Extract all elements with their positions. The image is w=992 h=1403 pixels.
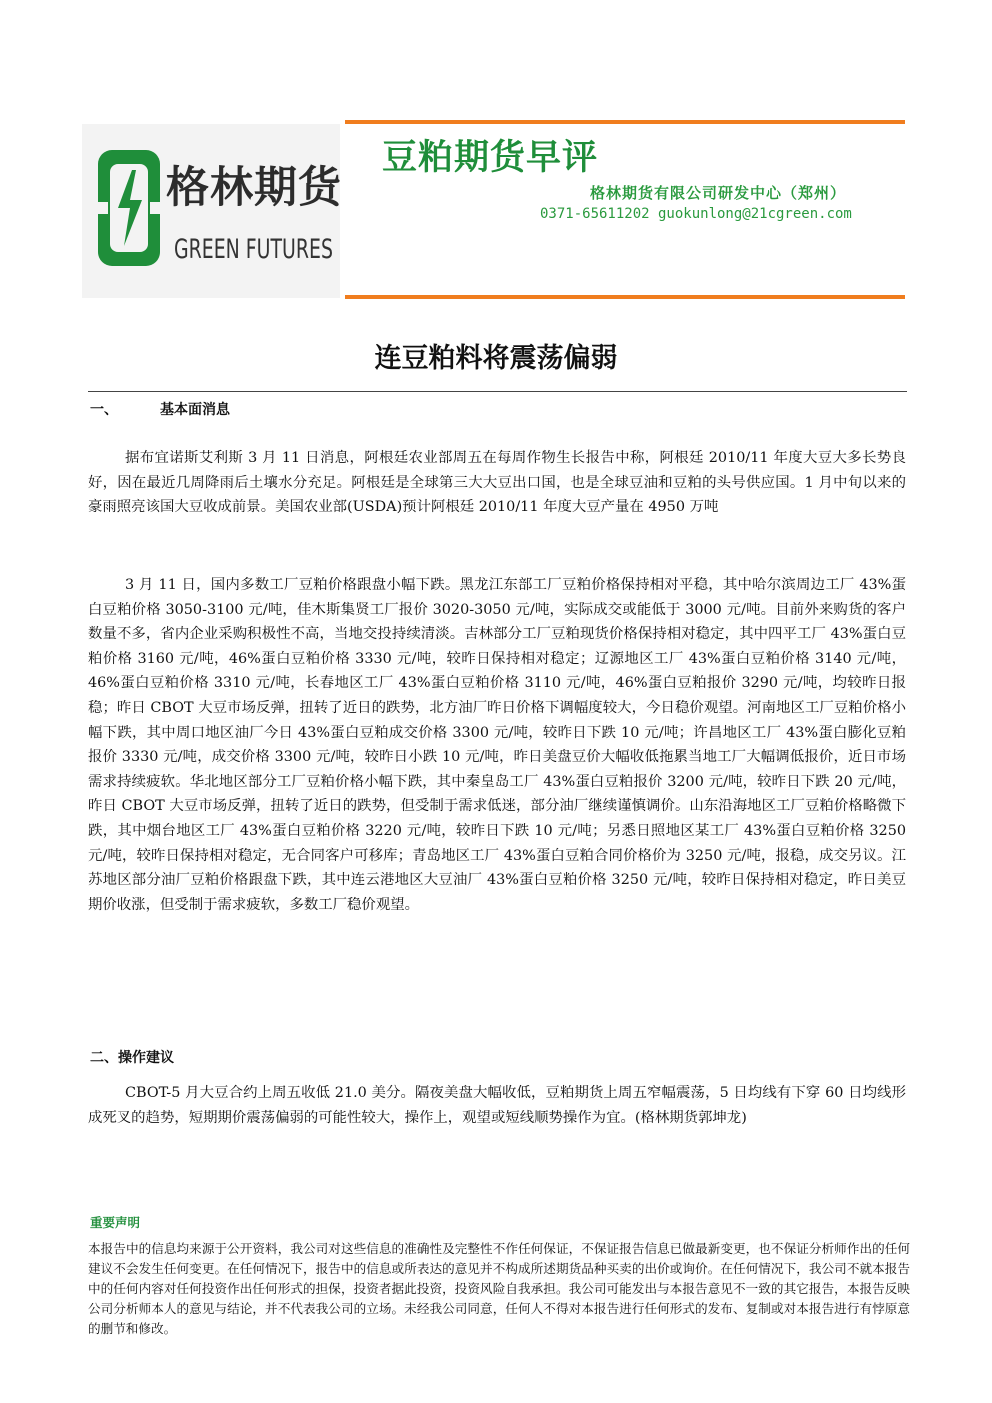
logo-english-text: GREEN FUTURES xyxy=(174,234,333,265)
title-divider xyxy=(88,391,907,392)
logo-chinese-text: 格林期货 xyxy=(166,163,342,213)
article-title: 连豆粕料将震荡偏弱 xyxy=(374,343,618,374)
company-logo xyxy=(82,124,340,298)
logo-mark-icon xyxy=(96,148,162,268)
section1-heading: 基本面消息 xyxy=(160,402,230,418)
header-top-bar xyxy=(345,120,905,124)
company-name: 格林期货有限公司研发中心（郑州） xyxy=(590,184,847,202)
contact-info: 0371-65611202 guokunlong@21cgreen.com xyxy=(540,206,852,222)
disclaimer-title: 重要声明 xyxy=(90,1215,141,1230)
paragraph-fundamentals-1: 据布宜诺斯艾利斯 3 月 11 日消息，阿根廷农业部周五在每周作物生长报告中称，阿根廷 2010/11 年度大豆大多长势良好，因在最近几周降雨后土壤水分充足。阿根廷是全球第三大大豆出口国，也是全球豆油和豆粕的头号供应国。1 月中旬以来的豪雨照亮该国大豆收成前景。美国农业部(USDA)预计阿根廷 2010/11 年度大豆产量在 4950 万吨 xyxy=(88,450,906,516)
header-bottom-bar xyxy=(345,295,905,299)
disclaimer-body: 本报告中的信息均来源于公开资料，我公司对这些信息的准确性及完整性不作任何保证，不保证报告信息已做最新变更，也不保证分析师作出的任何建议不会发生任何变更。在任何情况下，报告中的信息或所表达的意见并不构成所述期货品种买卖的出价或询价。在任何情况下，我公司不就本报告中的任何内容对任何投资作出任何形式的担保，投资者据此投资，投资风险自我承担。我公司可能发出与本报告意见不一致的其它报告，本报告反映公司分析师本人的意见与结论，并不代表我公司的立场。未经我公司同意，任何人不得对本报告进行任何形式的发布、复制或对本报告进行有悖原意的删节和修改。 xyxy=(88,1241,910,1336)
report-title: 豆粕期货早评 xyxy=(382,138,599,178)
paragraph-fundamentals-2: 3 月 11 日，国内多数工厂豆粕价格跟盘小幅下跌。黑龙江东部工厂豆粕价格保持相对平稳，其中哈尔滨周边工厂 43%蛋白豆粕价格 3050-3100 元/吨，佳木斯集贤工厂报价 3020-3050 元/吨，实际成交或能低于 3000 元/吨。目前外来购货的客户数量不多，省内企业采购积极性不高，当地交投持续清淡。吉林部分工厂豆粕现货价格保持相对稳定，其中四平工厂 43%蛋白豆粕价格 3160 元/吨，46%蛋白豆粕价格 3330 元/吨，较昨日保持相对稳定；辽源地区工厂 43%蛋白豆粕价格 3140 元/吨，46%蛋白豆粕价格 3310 元/吨，长春地区工厂 43%蛋白豆粕价格 3110 元/吨，46%蛋白豆粕报价 3290 元/吨，均较昨日报稳；昨日 CBOT 大豆市场反弹，扭转了近日的跌势，北方油厂昨日价格下调幅度较大，今日稳价观望。河南地区工厂豆粕价格小幅下跌，其中周口地区油厂今日 43%蛋白豆粕成交价格 3300 元/吨，较昨日下跌 10 元/吨；许昌地区工厂 43%蛋白膨化豆粕报价 3330 元/吨，成交价格 3300 元/吨，较昨日小跌 10 元/吨，昨日美盘豆价大幅收低拖累当地工厂大幅调低报价，近日市场需求持续疲软。华北地区部分工厂豆粕价格小幅下跌，其中秦皇岛工厂 43%蛋白豆粕报价 3200 元/吨，较昨日下跌 20 元/吨，昨日 CBOT 大豆市场反弹，扭转了近日的跌势，但受制于需求低迷，部分油厂继续谨慎调价。山东沿海地区工厂豆粕价格略微下跌，其中烟台地区工厂 43%蛋白豆粕价格 3220 元/吨，较昨日下跌 10 元/吨；另悉日照地区某工厂 43%蛋白豆粕价格 3250 元/吨，较昨日保持相对稳定，无合同客户可移库；青岛地区工厂 43%蛋白豆粕合同价格价为 3250 元/吨，报稳，成交另议。江苏地区部分油厂豆粕价格跟盘下跌，其中连云港地区大豆油厂 43%蛋白豆粕价格 3250 元/吨，较昨日保持相对稳定，昨日美豆期价收涨，但受制于需求疲软，多数工厂稳价观望。 xyxy=(88,577,906,913)
section1-number: 一、 xyxy=(90,402,118,418)
paragraph-trading-advice: CBOT-5 月大豆合约上周五收低 21.0 美分。隔夜美盘大幅收低，豆粕期货上周五窄幅震荡，5 日均线有下穿 60 日均线形成死叉的趋势，短期期价震荡偏弱的可能性较大，操作上，观望或短线顺势操作为宜。(格林期货郭坤龙) xyxy=(88,1085,906,1126)
section2-heading: 二、操作建议 xyxy=(90,1050,174,1066)
